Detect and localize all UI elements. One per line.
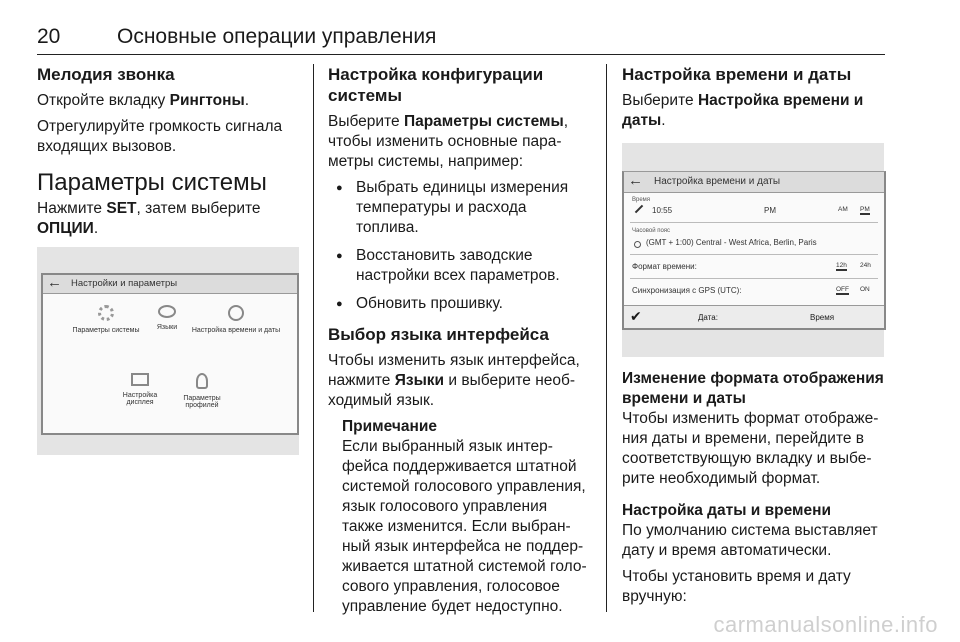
system-settings-item[interactable]: Параметры системы <box>71 305 141 334</box>
globe-icon <box>634 241 641 248</box>
time-date-tabbar <box>624 305 884 328</box>
checkmark-icon[interactable]: ✔ <box>630 308 642 324</box>
format-heading: Изменение формата отображения времени и даты <box>622 370 884 407</box>
page-title: Основные операции управления <box>117 25 437 48</box>
pm-toggle[interactable]: PM <box>860 206 870 213</box>
language-heading: Выбор языка интерфейса <box>328 325 549 344</box>
time-date-heading: Настройка времени и даты <box>622 65 852 84</box>
note-title: Примечание <box>342 418 437 435</box>
time-date-screen <box>622 171 886 330</box>
manual-paragraph-2: Чтобы установить время и дату вручную: <box>622 568 851 605</box>
time-date-screen-title: Настройка времени и даты <box>654 176 781 187</box>
list-item: ● Выбрать единицы измерения температуры и расхода топлива. <box>328 178 590 238</box>
time-label: Время <box>632 197 651 203</box>
config-paragraph: Выберите Параметры системы, чтобы изменить основные пара-метры системы, например: <box>328 113 569 170</box>
display-settings-item[interactable]: Настройка дисплея <box>109 373 171 406</box>
page-header <box>37 24 885 55</box>
speech-bubble-icon <box>158 305 176 318</box>
row-divider <box>630 254 878 255</box>
settings-screenshot <box>37 247 299 455</box>
gear-icon <box>98 305 114 321</box>
profile-icon <box>196 373 208 389</box>
12h-toggle[interactable]: 12h <box>836 262 847 269</box>
list-item: ● Восстановить заводские настройки всех параметров. <box>328 246 590 286</box>
list-item: ● Обновить прошивку. <box>328 294 590 314</box>
manual-heading: Настройка даты и времени <box>622 502 831 519</box>
watermark: carmanualsonline.info <box>713 612 938 637</box>
column-1 <box>37 64 299 455</box>
column-3 <box>622 64 884 613</box>
time-date-screen-titlebar <box>624 172 884 193</box>
clock-icon <box>228 305 244 321</box>
time-date-screenshot <box>622 143 884 357</box>
period-value: PM <box>764 206 776 215</box>
manual-paragraph-1: По умолчанию система выставляет дату и время автоматически. <box>622 522 878 559</box>
profile-settings-item[interactable]: Параметры профилей <box>169 373 235 409</box>
timezone-label: Часовой пояс <box>632 228 671 234</box>
format-paragraph: Чтобы изменить формат отображе-ния даты и времени, перейдите в соответствующую вкладку и выбе-рите необходимый формат. <box>622 410 879 487</box>
off-toggle[interactable]: OFF <box>836 286 849 293</box>
column-divider <box>606 64 607 612</box>
time-date-paragraph: Выберите Настройка времени и даты. <box>622 92 864 129</box>
config-heading: Настройка конфигурации системы <box>328 65 544 105</box>
row-divider <box>630 278 878 279</box>
languages-item[interactable]: Языки <box>149 305 185 331</box>
settings-screen-titlebar <box>43 275 297 294</box>
back-arrow-icon[interactable]: ← <box>628 172 643 189</box>
tab-date[interactable]: Дата: <box>698 313 718 322</box>
settings-screen <box>41 273 299 435</box>
on-toggle[interactable]: ON <box>860 286 870 293</box>
ringtone-paragraph-1: Откройте вкладку Рингтоны. <box>37 92 250 109</box>
system-settings-paragraph: Нажмите SET, затем выберите ОПЦИИ. <box>37 200 261 237</box>
ringtone-heading: Мелодия звонка <box>37 65 175 84</box>
time-date-item[interactable]: Настройка времени и даты <box>191 305 281 334</box>
system-settings-heading: Параметры системы <box>37 169 267 196</box>
gps-sync-label: Синхронизация с GPS (UTC): <box>632 286 742 295</box>
back-arrow-icon[interactable]: ← <box>47 274 62 291</box>
column-divider <box>313 64 314 612</box>
tab-time[interactable]: Время <box>810 313 835 322</box>
24h-toggle[interactable]: 24h <box>860 262 871 269</box>
note-block <box>342 417 590 617</box>
pencil-icon[interactable] <box>635 205 643 213</box>
config-bullet-list <box>328 178 590 314</box>
monitor-icon <box>131 373 149 386</box>
am-toggle[interactable]: AM <box>838 206 848 213</box>
ringtone-paragraph-2: Отрегулируйте громкость сигнала входящих вызовов. <box>37 118 283 155</box>
time-format-label: Формат времени: <box>632 262 697 271</box>
timezone-value[interactable]: (GMT + 1:00) Central - West Africa, Berlin, Paris <box>646 238 817 247</box>
settings-screen-title: Настройки и параметры <box>71 278 178 289</box>
time-value[interactable]: 10:55 <box>652 206 673 215</box>
page-number: 20 <box>37 25 61 48</box>
row-divider <box>630 222 878 223</box>
column-2 <box>328 64 590 617</box>
note-text: Если выбранный язык интер-фейса поддерживается штатной системой голосового управления, язык голосового управления также изменится. Если выбран-ный язык интерфейса не поддер-живается штатной системой голо-сового управления, голосовое управление будет недоступно. <box>342 438 587 615</box>
language-paragraph: Чтобы изменить язык интерфейса, нажмите Языки и выберите необ-ходимый язык. <box>328 352 580 409</box>
